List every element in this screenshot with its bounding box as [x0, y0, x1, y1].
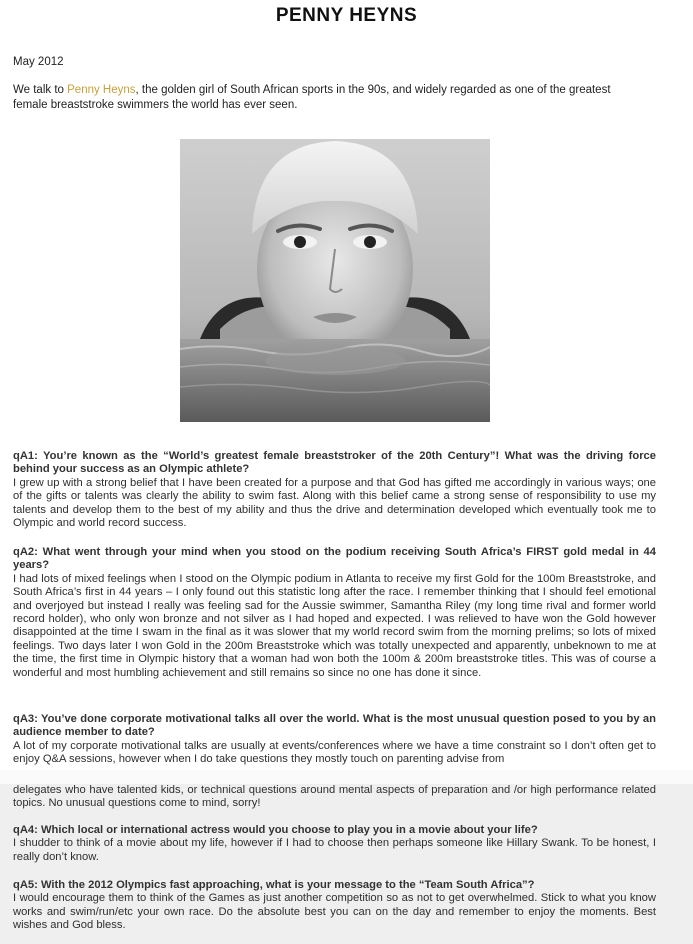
answer-3: A lot of my corporate motivational talks are usually at events/conferences where we have a time constraint so I don’t often get to enjoy Q&A sessions, however when I do take questions they mostly touch on parenting advise from — [13, 739, 656, 766]
question-5: qA5: With the 2012 Olympics fast approaching, what is your message to the “Team South Africa”? — [13, 879, 535, 891]
qa-block-4 — [13, 824, 656, 864]
article-date: May 2012 — [13, 56, 64, 68]
qa-block-3-continued — [13, 784, 656, 811]
page-title: PENNY HEYNS — [275, 5, 418, 26]
section-divider — [0, 770, 693, 784]
intro-suffix: , the golden girl of South African sports in the 90s, and widely regarded as one of the greatest female breaststroke swimmers the world has ever seen. — [13, 84, 611, 111]
question-4: qA4: Which local or international actress would you choose to play you in a movie about your life? — [13, 824, 538, 836]
question-1: qA1: You’re known as the “World’s greatest female breaststroker of the 20th Century”! What was the driving force behind your success as an Olympic athlete? — [13, 450, 656, 476]
penny-heyns-link[interactable]: Penny Heyns — [67, 84, 136, 96]
qa-block-1 — [13, 450, 656, 530]
qa-block-5 — [13, 879, 656, 933]
answer-2: I had lots of mixed feelings when I stood on the Olympic podium in Atlanta to receive my first Gold for the 100m Breaststroke, and South Africa’s first in 44 years – I only found out this statistic long after the race. I remember thinking that I should feel emotional and overjoyed but instead I really was feeling sad for the Aussie swimmer, Samantha Riley (my long time rival and former world record holder), who only won bronze and not silver as I had hoped and expected. I was relieved to have won the Gold however disappointed at the time I swam in the final as it was slower that my world record swim from the morning prelims; so lots of mixed feelings. Two days later I won Gold in the 200m Breaststroke which was totally unexpected and apparently, unbeknown to me at the time, the first time in Olympic history that a woman had won both the 100m & 200m breaststroke titles. This was of course a wonderful and most humbling achievement and still remains so since no one has done it since. — [13, 572, 656, 679]
answer-3-continued: delegates who have talented kids, or technical questions around mental aspects of preparation and /or high performance related topics. No unusual questions come to mind, sorry! — [13, 784, 656, 810]
intro-prefix: We talk to — [13, 84, 68, 96]
swimmer-photo — [180, 139, 490, 422]
intro-paragraph — [13, 83, 648, 112]
answer-1: I grew up with a strong belief that I have been created for a purpose and that God has gifted me accordingly in various ways; one of the gifts or talents was clearly the ability to swim fast. Along with this belief came a strong sense of responsibility to use my talents and develop them to the best of my ability and thus the drive and determination developed which eventually took me to Olympic and world record success. — [13, 476, 656, 530]
answer-5: I would encourage them to think of the Games as just another competition so as not to get overwhelmed. Stick to what you know works and swim/run/etc your own race. Do the absolute best you can on the day and remember to enjoy the moments. Best wishes and God bless. — [13, 892, 656, 932]
qa-block-2 — [13, 546, 656, 680]
question-3: qA3: You’ve done corporate motivational talks all over the world. What is the most unusual question posed to you by an audience member to date? — [13, 713, 656, 739]
qa-block-3 — [13, 713, 656, 767]
question-2: qA2: What went through your mind when you stood on the podium receiving South Africa’s FIRST gold medal in 44 years? — [13, 546, 656, 572]
answer-4: I shudder to think of a movie about my life, however if I had to choose then perhaps someone like Hillary Swank. To be honest, I really don’t know. — [13, 837, 656, 863]
